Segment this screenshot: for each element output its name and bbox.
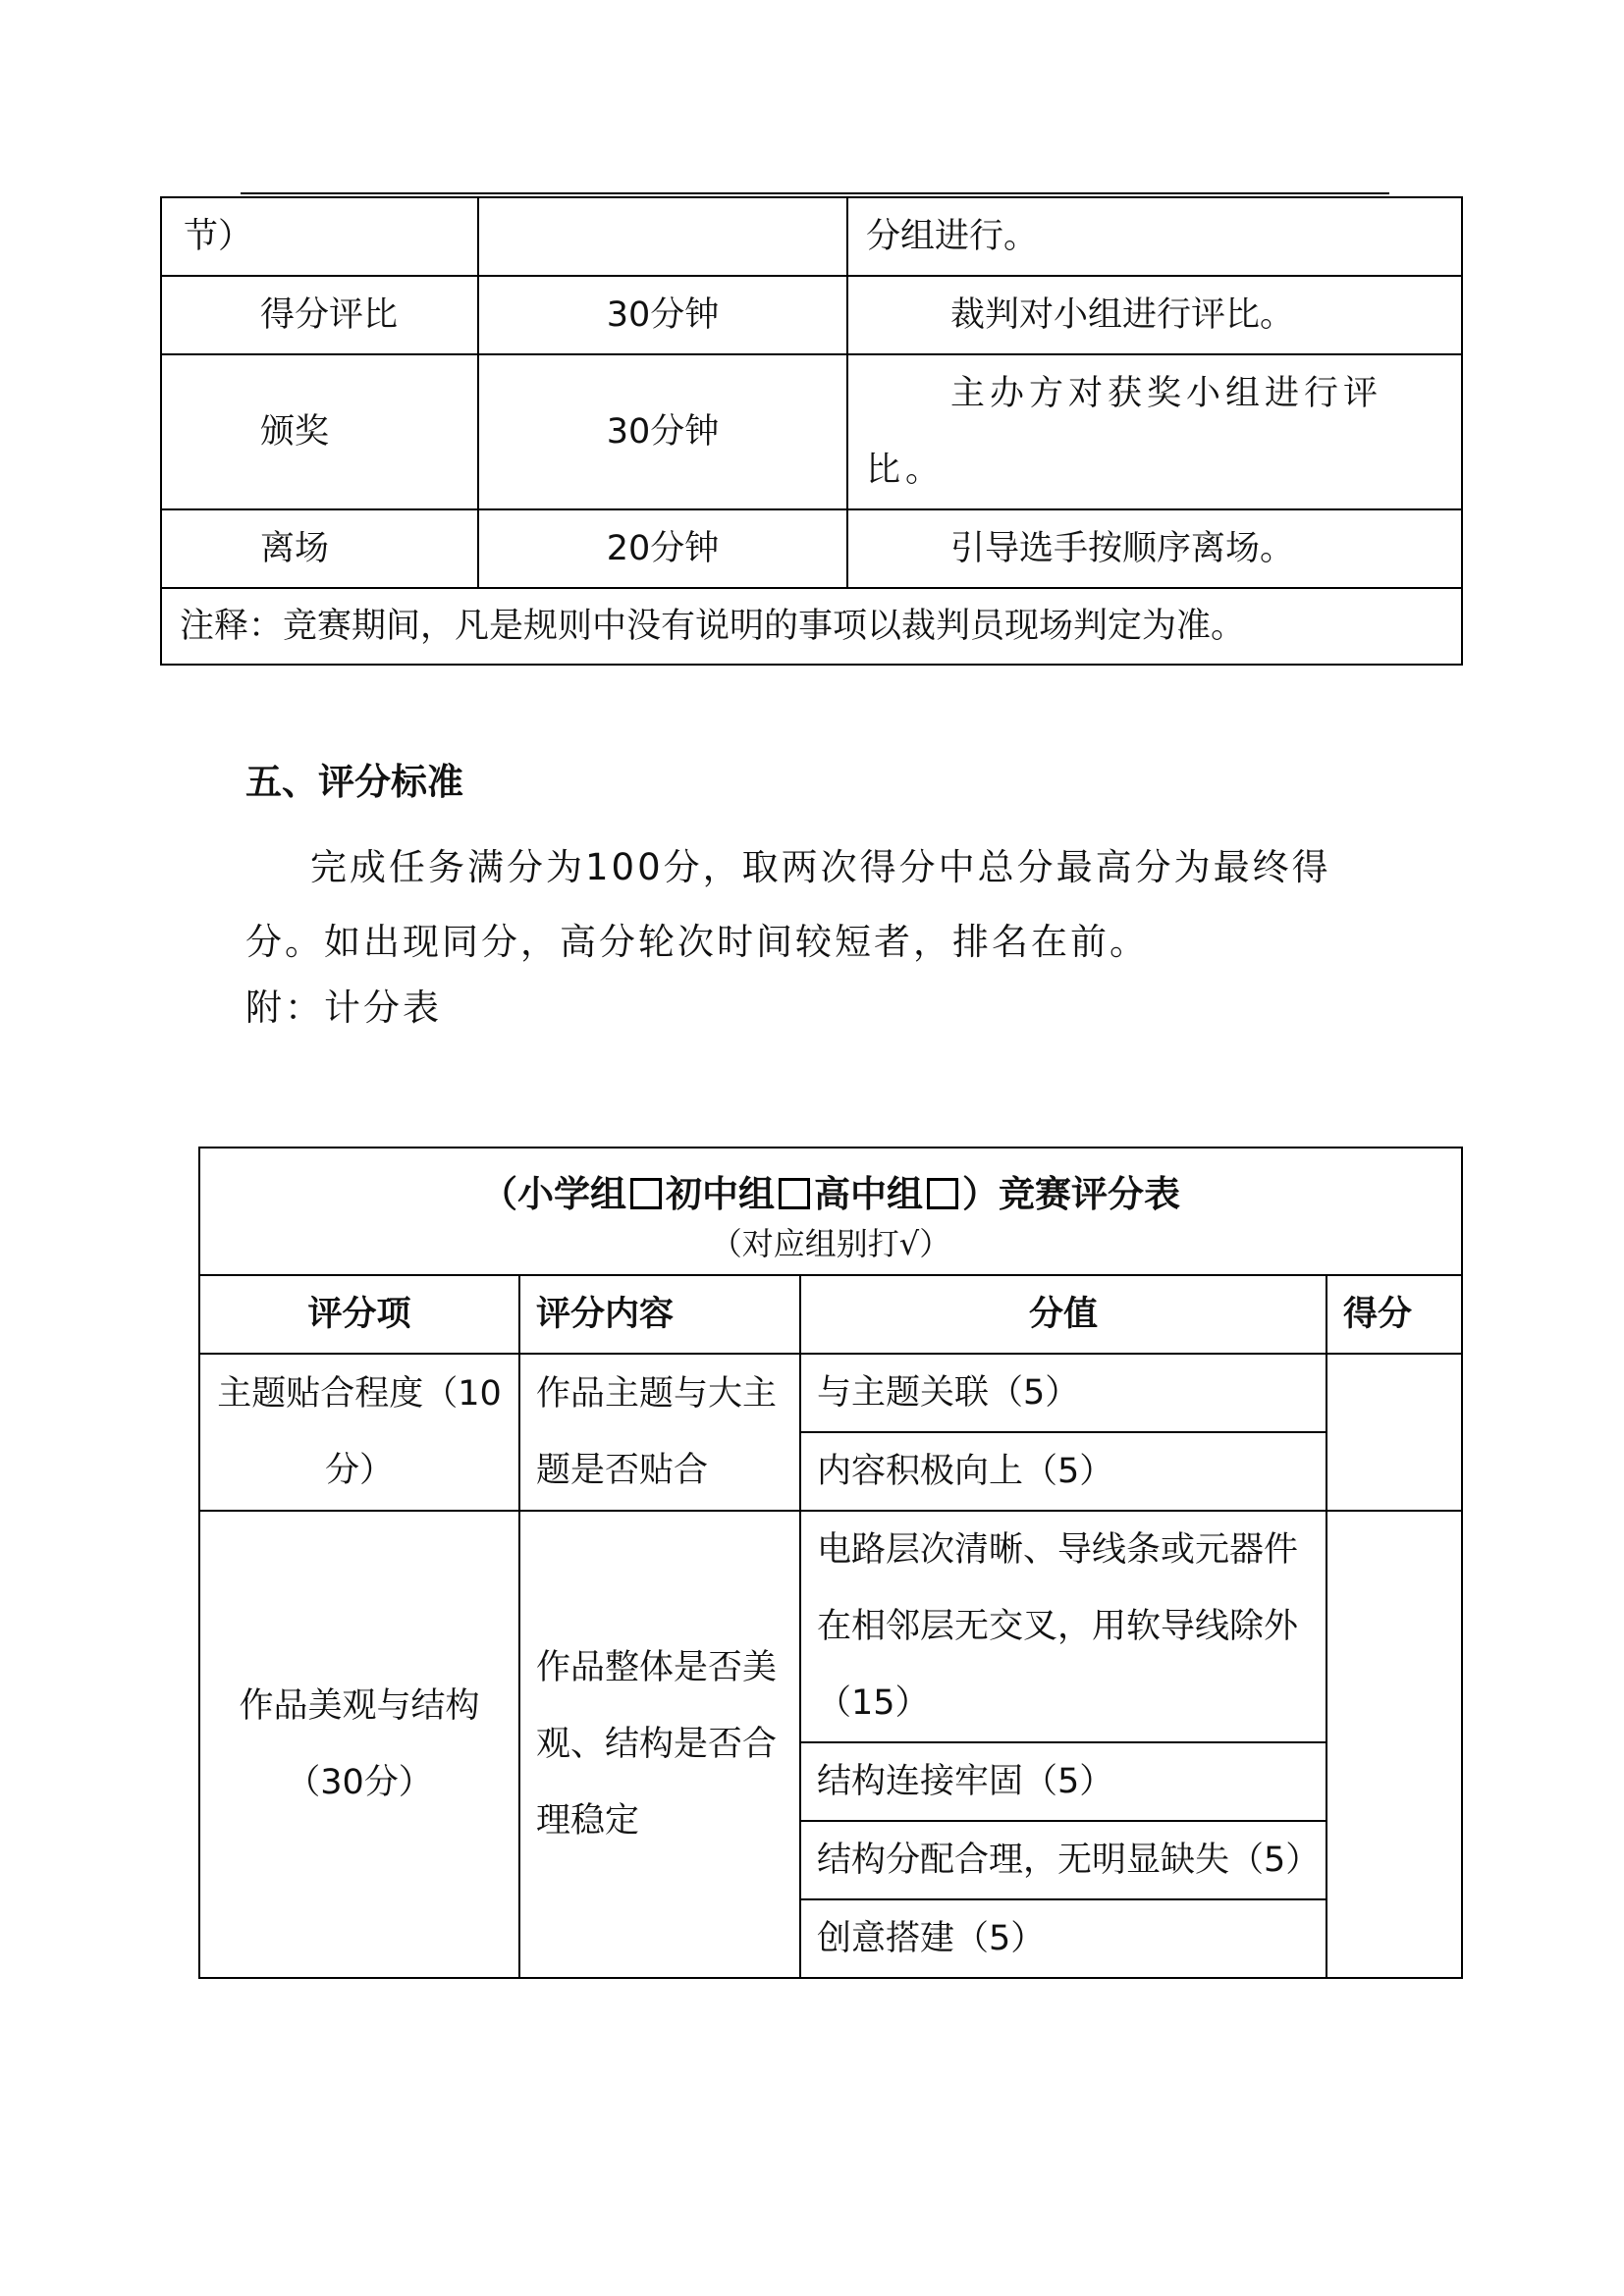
score-table [198,1147,1463,1979]
appendix-label: 附：计分表 [245,987,442,1029]
schedule-desc: 分组进行。 [847,197,1462,276]
schedule-desc-text: 主办方对获奖小组进行评比。 [866,374,1383,490]
title-text: （小学组 [481,1173,626,1215]
schedule-table [160,196,1463,666]
schedule-desc-text: 引导选手按顺序离场。 [950,529,1295,568]
points-cell: 结构分配合理，无明显缺失（5） [800,1821,1326,1899]
schedule-time: 30分钟 [478,276,847,354]
title-text: 高中组 [814,1173,923,1215]
table-row [161,588,1462,665]
schedule-item: 节） [161,197,478,276]
schedule-desc-text: 裁判对小组进行评比。 [950,295,1295,335]
table-row [161,509,1462,588]
table-row [199,1511,1462,1742]
schedule-item: 颁奖 [161,354,478,509]
schedule-note: 注释：竞赛期间，凡是规则中没有说明的事项以裁判员现场判定为准。 [161,588,1462,665]
score-table-title [199,1148,1462,1275]
table-row [199,1354,1462,1432]
table-row [161,197,1462,276]
paragraph-line: 完成任务满分为100分，取两次得分中总分最高分为最终得 [310,846,1331,888]
score-input-structure[interactable] [1326,1511,1462,1978]
section-heading: 五、评分标准 [245,761,463,803]
table-row [161,354,1462,509]
header-points: 分值 [800,1275,1326,1354]
schedule-time: 20分钟 [478,509,847,588]
header-content: 评分内容 [519,1275,800,1354]
schedule-time: 30分钟 [478,354,847,509]
schedule-time [478,197,847,276]
title-text: ）竞赛评分表 [962,1173,1180,1215]
criterion-structure: 作品美观与结构（30分） [199,1511,519,1978]
table-row [161,276,1462,354]
points-cell: 内容积极向上（5） [800,1432,1326,1511]
points-cell: 创意搭建（5） [800,1899,1326,1978]
schedule-item: 离场 [161,509,478,588]
score-input-theme[interactable] [1326,1354,1462,1511]
header-rule [241,192,1389,194]
paragraph-line: 分。如出现同分，高分轮次时间较短者，排名在前。 [245,921,1149,963]
score-table-heading [216,1148,1445,1219]
points-cell: 与主题关联（5） [800,1354,1326,1432]
points-cell: 结构连接牢固（5） [800,1742,1326,1821]
score-table-subtitle: （对应组别打√） [710,1225,951,1262]
section-paragraph [245,830,1375,980]
senior-high-checkbox[interactable] [927,1178,958,1209]
criterion-theme: 主题贴合程度（10分） [199,1354,519,1511]
schedule-item: 得分评比 [161,276,478,354]
schedule-desc [847,276,1462,354]
header-score: 得分 [1326,1275,1462,1354]
criterion-theme-content: 作品主题与大主题是否贴合 [519,1354,800,1511]
table-header-row [199,1275,1462,1354]
header-item: 评分项 [199,1275,519,1354]
schedule-desc [847,509,1462,588]
junior-high-checkbox[interactable] [779,1178,810,1209]
primary-school-checkbox[interactable] [630,1178,662,1209]
criterion-structure-content: 作品整体是否美观、结构是否合理稳定 [519,1511,800,1978]
title-text: 初中组 [666,1173,775,1215]
schedule-desc [847,354,1462,509]
points-cell: 电路层次清晰、导线条或元器件在相邻层无交叉，用软导线除外（15） [800,1511,1326,1742]
table-title-row [199,1148,1462,1275]
